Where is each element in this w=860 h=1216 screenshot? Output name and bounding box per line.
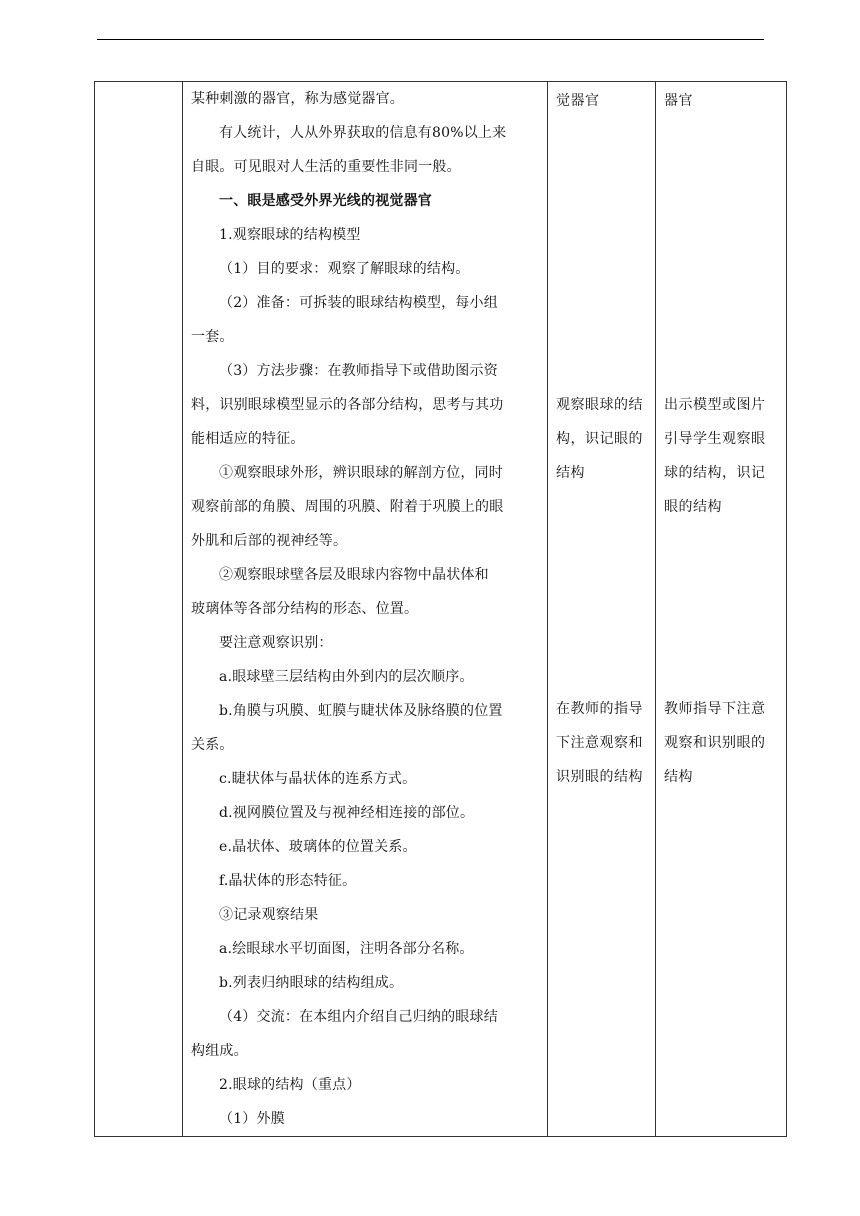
content-line: ①观察眼球外形，辨识眼球的解剖方位，同时 <box>219 465 503 481</box>
subsection-heading: 1.观察眼球的结构模型 <box>219 227 361 243</box>
teacher-line: 结构 <box>664 769 693 785</box>
teacher-line: 出示模型或图片 <box>664 397 766 413</box>
content-line: ③记录观察结果 <box>219 907 319 923</box>
content-line: c.睫状体与晶状体的连系方式。 <box>219 771 417 787</box>
content-line: a.绘眼球水平切面图，注明各部分名称。 <box>219 941 474 957</box>
table-row <box>95 82 787 1137</box>
content-line: b.列表归纳眼球的结构组成。 <box>219 975 404 991</box>
teacher-text-block-2 <box>664 692 780 794</box>
teaching-content-cell <box>183 82 548 1137</box>
student-line: 识别眼的结构 <box>556 769 643 785</box>
teacher-line: 球的结构，识记 <box>664 465 766 481</box>
content-line: （4）交流：在本组内介绍自己归纳的眼球结 <box>219 1009 498 1025</box>
student-line: 观察眼球的结 <box>556 397 643 413</box>
content-line: 料，识别眼球模型显示的各部分结构，思考与其功 <box>191 397 504 413</box>
teacher-line: 眼的结构 <box>664 499 722 515</box>
content-line: 有人统计，人从外界获取的信息有80%以上来 <box>219 125 507 141</box>
student-line: 结构 <box>556 465 585 481</box>
student-activity-cell <box>548 82 656 1137</box>
teacher-line: 器官 <box>664 93 693 109</box>
content-line: 自眼。可见眼对人生活的重要性非同一般。 <box>191 159 461 175</box>
content-line: 外肌和后部的视神经等。 <box>191 533 348 549</box>
content-line: 能相适应的特征。 <box>191 431 305 447</box>
student-line: 在教师的指导 <box>556 701 643 717</box>
content-line: ②观察眼球壁各层及眼球内容物中晶状体和 <box>219 567 489 583</box>
student-text-block-1 <box>556 388 649 490</box>
teacher-line: 观察和识别眼的 <box>664 735 766 751</box>
content-line: b.角膜与巩膜、虹膜与睫状体及脉络膜的位置 <box>219 703 503 719</box>
content-line: （1）目的要求：观察了解眼球的结构。 <box>219 261 470 277</box>
student-line: 下注意观察和 <box>556 735 643 751</box>
content-line: （3）方法步骤：在教师指导下或借助图示资 <box>219 363 498 379</box>
student-line: 构，识记眼的 <box>556 431 643 447</box>
content-line: 一套。 <box>191 329 234 345</box>
student-text-block-2 <box>556 692 649 794</box>
content-line: a.眼球壁三层结构由外到内的层次顺序。 <box>219 669 474 685</box>
content-line: f.晶状体的形态特征。 <box>219 873 357 889</box>
header-rule <box>97 39 764 40</box>
content-line: 玻璃体等各部分结构的形态、位置。 <box>191 601 419 617</box>
lesson-table <box>94 81 787 1137</box>
content-line: （2）准备：可拆装的眼球结构模型，每小组 <box>219 295 498 311</box>
teacher-line: 引导学生观察眼 <box>664 431 766 447</box>
content-line: 要注意观察识别： <box>219 635 333 651</box>
section-heading: 一、眼是感受外界光线的视觉器官 <box>219 193 432 209</box>
blank-column-cell <box>95 82 183 1137</box>
content-line: 某种刺激的器官，称为感觉器官。 <box>191 91 404 107</box>
teacher-activity-cell <box>656 82 787 1137</box>
content-line: d.视网膜位置及与视神经相连接的部位。 <box>219 805 475 821</box>
teacher-text-block-1 <box>664 388 780 524</box>
content-line: （1）外膜 <box>219 1111 285 1127</box>
subsection-heading: 2.眼球的结构（重点） <box>219 1077 361 1093</box>
teacher-line: 教师指导下注意 <box>664 701 766 717</box>
content-line: 构组成。 <box>191 1043 248 1059</box>
teacher-text-top <box>664 84 780 118</box>
student-text-top <box>556 84 649 118</box>
content-line: 关系。 <box>191 737 234 753</box>
student-line: 觉器官 <box>556 93 600 109</box>
content-line: 观察前部的角膜、周围的巩膜、附着于巩膜上的眼 <box>191 499 504 515</box>
content-line: e.晶状体、玻璃体的位置关系。 <box>219 839 417 855</box>
